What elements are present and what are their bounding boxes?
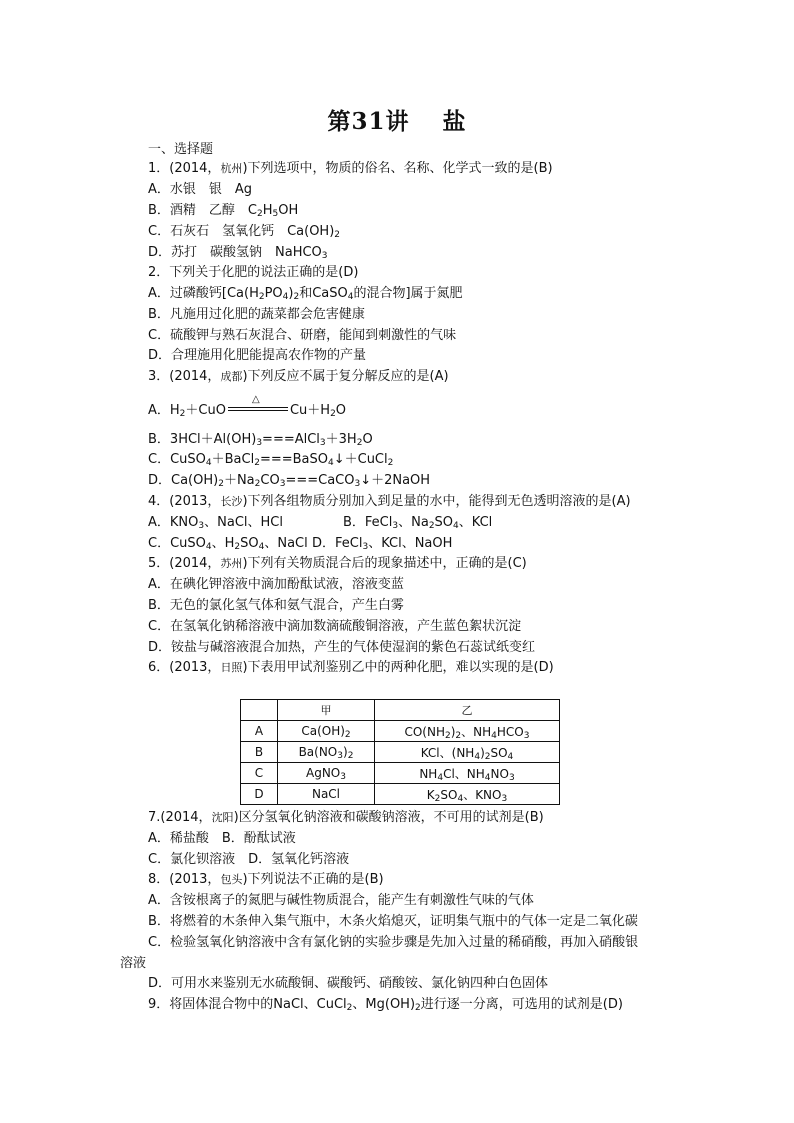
table-cell: $CO(NH_2)_2$、$NH_4HCO_3$ [375,721,560,742]
question-3-option-b: B．$3HCl+Al(OH)_3===AlCl_3+3H_2O$ [148,432,373,448]
question-4-stem: 4．(2013，长沙)下列各组物质分别加入到足量的水中，能得到无色透明溶液的是(A) [148,494,631,509]
table-cell: B [241,742,278,763]
question-7-options-cd: C．氯化钡溶液 D．氢氧化钙溶液 [148,852,350,867]
question-4-option-b: B．FeCl$_3$、$Na_2SO_4$、KCl [343,515,493,531]
question-2-stem: 2．下列关于化肥的说法正确的是(D) [148,265,359,280]
question-5-option-a: A．在碘化钾溶液中滴加酚酞试液，溶液变蓝 [148,577,404,592]
question-6-stem: 6．(2013，日照)下表用甲试剂鉴别乙中的两种化肥，难以实现的是(D) [148,660,554,675]
table-cell: A [241,721,278,742]
table-cell: $Ba(NO_3)_2$ [278,742,375,763]
table-cell: D [241,784,278,805]
question-3-stem: 3．(2014，成都)下列反应不属于复分解反应的是(A) [148,369,449,384]
question-8-stem: 8．(2013，包头)下列说法不正确的是(B) [148,872,384,887]
table-header-cell: 乙 [375,700,560,721]
question-2-option-c: C．硫酸钾与熟石灰混合、研磨，能闻到刺激性的气味 [148,328,457,343]
question-1-option-b: B．酒精 乙醇 $C_2H_5OH$ [148,203,299,219]
table-row [241,742,560,763]
question-1-option-d: D．苏打 碳酸氢钠 NaHCO$_3$ [148,245,328,261]
question-8-option-c-continued: 溶液 [120,956,147,971]
question-8-option-a: A．含铵根离子的氮肥与碱性物质混合，能产生有刺激性气味的气体 [148,893,534,908]
table-cell: AgNO$_3$ [278,763,375,784]
question-7-options-ab: A．稀盐酸 B．酚酞试液 [148,831,296,846]
question-3-option-a: A．$H_2+CuO$ △ $Cu+H_2O$ [148,394,347,419]
question-5-option-d: D．铵盐与碱溶液混合加热，产生的气体使湿润的紫色石蕊试纸变红 [148,640,536,655]
question-5-stem: 5．(2014，苏州)下列有关物质混合后的现象描述中，正确的是(C) [148,556,527,571]
table-header-row [241,700,560,721]
question-8-option-d: D．可用水来鉴别无水硫酸铜、碳酸钙、硝酸铵、氯化钠四种白色固体 [148,976,549,991]
question-6-table [240,699,560,805]
question-1-stem: 1．(2014，杭州)下列选项中，物质的俗名、名称、化学式一致的是(B) [148,161,553,176]
section-heading: 一、选择题 [148,142,214,157]
question-3-option-d: D．$Ca(OH)_2+Na_2CO_3===CaCO_3↓+2NaOH$ [148,473,431,489]
question-2-option-d: D．合理施用化肥能提高农作物的产量 [148,348,367,363]
table-cell: KCl、$(NH_4)_2SO_4$ [375,742,560,763]
table-cell: C [241,763,278,784]
question-4-option-a: A．$KNO_3$、NaCl、HCl [148,515,283,531]
question-2-option-b: B．凡施用过化肥的蔬菜都会危害健康 [148,307,365,322]
question-3-option-c: C．CuSO$_4$＋BaCl$_2$===BaSO$_4$↓＋CuCl$_2$ [148,452,394,468]
question-4-option-c: C．CuSO$_4$、$H_2SO_4$、NaCl [148,536,308,552]
table-row [241,784,560,805]
reaction-heat-arrow: △ [228,402,288,416]
question-5-option-b: B．无色的氯化氢气体和氨气混合，产生白雾 [148,598,404,613]
table-cell: NaCl [278,784,375,805]
table-cell: $Ca(OH)_2$ [278,721,375,742]
table-row [241,763,560,784]
question-8-option-c: C．检验氢氧化钠溶液中含有氯化钠的实验步骤是先加入过量的稀硝酸，再加入硝酸银 [148,935,639,950]
table-header-cell [241,700,278,721]
question-5-option-c: C．在氢氧化钠稀溶液中滴加数滴硫酸铜溶液，产生蓝色絮状沉淀 [148,619,522,634]
question-9-stem: 9．将固体混合物中的NaCl、CuCl$_2$、$Mg(OH)_2$进行逐一分离，可选用的试剂是(D) [148,997,623,1013]
question-2-option-a: A．过磷酸钙[$Ca(H_2PO_4)_2$和CaSO$_4$的混合物]属于氮肥 [148,286,463,302]
page-title: 第31讲 盐 [327,108,467,135]
table-cell: $NH_4Cl$、$NH_4NO_3$ [375,763,560,784]
question-7-stem: 7.(2014，沈阳)区分氢氧化钠溶液和碳酸钠溶液，不可用的试剂是(B) [148,810,544,825]
table-row [241,721,560,742]
question-4-option-d: D．FeCl$_3$、KCl、NaOH [312,536,453,552]
table-header-cell: 甲 [278,700,375,721]
question-1-option-a: A．水银 银 Ag [148,182,253,197]
question-1-option-c: C．石灰石 氢氧化钙 $Ca(OH)_2$ [148,224,341,240]
table-cell: $K_2SO_4$、$KNO_3$ [375,784,560,805]
question-8-option-b: B．将燃着的木条伸入集气瓶中，木条火焰熄灭，证明集气瓶中的气体一定是二氧化碳 [148,914,638,929]
